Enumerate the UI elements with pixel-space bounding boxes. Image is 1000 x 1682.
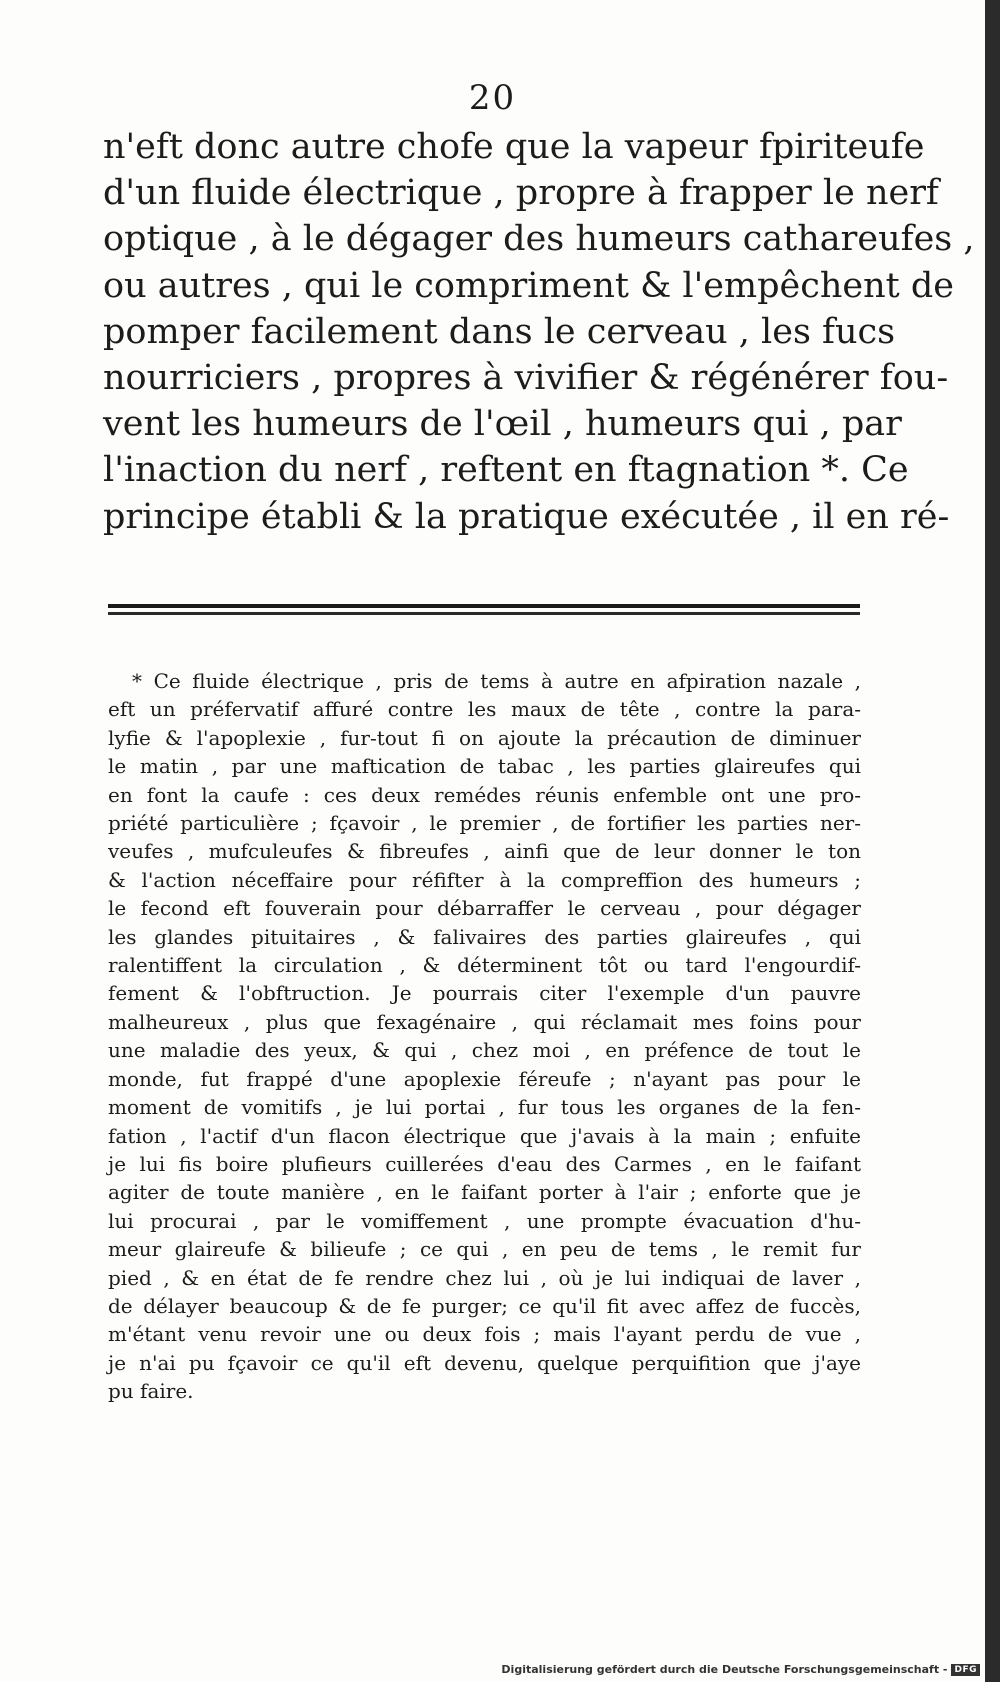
footnote-line: le fecond eft fouverain pour débarraffer le cerveau , pour dégager xyxy=(108,896,861,921)
footnote-line: de délayer beaucoup & de fe purger; ce qu'il fit avec affez de fuccès, xyxy=(108,1293,861,1318)
main-text-line: principe établi & la pratique exécutée , il en ré- xyxy=(103,496,950,537)
footnote-line: je lui fis boire plufieurs cuillerées d'eau des Carmes , en le faifant xyxy=(108,1151,861,1176)
footnote-line: & l'action néceffaire pour réfifter à la compreffion des humeurs ; xyxy=(108,867,861,892)
main-text-line: optique , à le dégager des humeurs cathareufes , xyxy=(103,219,975,260)
main-text-block xyxy=(103,124,975,540)
footnote-line: ralentiffent la circulation , & déterminent tôt ou tard l'engourdif- xyxy=(108,953,861,978)
footnote-line: fement & l'obftruction. Je pourrais citer l'exemple d'un pauvre xyxy=(108,981,861,1006)
scan-edge-strip xyxy=(985,0,1000,1682)
footnote-line: meur glaireufe & bilieufe ; ce qui , en peu de tems , le remit fur xyxy=(108,1237,861,1262)
main-text-line: l'inaction du nerf , reftent en ftagnation *. Ce xyxy=(103,450,909,491)
page-number: 20 xyxy=(468,78,517,118)
footnote-line: lyfie & l'apoplexie , fur-tout fi on ajoute la précaution de diminuer xyxy=(108,725,861,750)
footnote-line: malheureux , plus que fexagénaire , qui réclamait mes foins pour xyxy=(108,1009,861,1034)
footnote-line: veufes , mufculeufes & fibreufes , ainfi que de leur donner le ton xyxy=(108,839,861,864)
footnote-line: lui procurai , par le vomiffement , une prompte évacuation d'hu- xyxy=(108,1208,861,1233)
footnote-line: moment de vomitifs , je lui portai , fur tous les organes de la fen- xyxy=(108,1095,861,1120)
footnote-separator-rule xyxy=(108,604,860,618)
separator-thin-line xyxy=(108,612,860,615)
footnote-line: * Ce fluide électrique , pris de tems à autre en afpiration nazale , xyxy=(132,669,861,693)
footnote-line: eft un préfervatif affuré contre les maux de tête , contre la para- xyxy=(108,697,861,722)
credit-text: Digitalisierung gefördert durch die Deutsche Forschungsgemeinschaft - xyxy=(501,1663,948,1676)
footnote-line: je n'ai pu fçavoir ce qu'il eft devenu, quelque perquifition que j'aye xyxy=(108,1350,861,1375)
footnote-line: fation , l'actif d'un flacon électrique que j'avais à la main ; enfuite xyxy=(108,1123,861,1148)
footnote-line: agiter de toute manière , en le faifant porter à l'air ; enforte que je xyxy=(108,1180,861,1205)
main-text-line: vent les humeurs de l'œil , humeurs qui , par xyxy=(103,404,902,445)
main-text-line: ou autres , qui le compriment & l'empêchent de xyxy=(103,265,954,306)
footnote-line: pied , & en état de fe rendre chez lui , où je lui indiquai de laver , xyxy=(108,1265,861,1290)
footnote-line: une maladie des yeux, & qui , chez moi , en préfence de tout le xyxy=(108,1038,861,1063)
footnote-line: pu faire. xyxy=(108,1379,194,1404)
footnote-line: le matin , par une maftication de tabac , les parties glaireufes qui xyxy=(108,754,861,779)
digitization-credit xyxy=(501,1663,980,1676)
footnote-line: m'étant venu revoir une ou deux fois ; mais l'ayant perdu de vue , xyxy=(108,1322,861,1347)
separator-thick-line xyxy=(108,604,860,608)
footnote-line: les glandes pituitaires , & falivaires des parties glaireufes , qui xyxy=(108,924,861,949)
footnote-line: en font la caufe : ces deux remédes réunis enfemble ont une pro- xyxy=(108,782,861,807)
main-text-line: nourriciers , propres à vivifier & régénérer fou- xyxy=(103,358,949,399)
footnote-line: monde, fut frappé d'une apoplexie féreufe ; n'ayant pas pour le xyxy=(108,1066,861,1091)
dfg-logo: DFG xyxy=(951,1664,980,1676)
main-text-line: pomper facilement dans le cerveau , les fucs xyxy=(103,311,896,352)
footnote-block xyxy=(108,667,861,1406)
main-text-line: n'eft donc autre chofe que la vapeur fpiriteufe xyxy=(103,127,925,167)
footnote-line: priété particulière ; fçavoir , le premier , de fortifier les parties ner- xyxy=(108,811,861,836)
main-text-line: d'un fluide électrique , propre à frapper le nerf xyxy=(103,173,939,214)
